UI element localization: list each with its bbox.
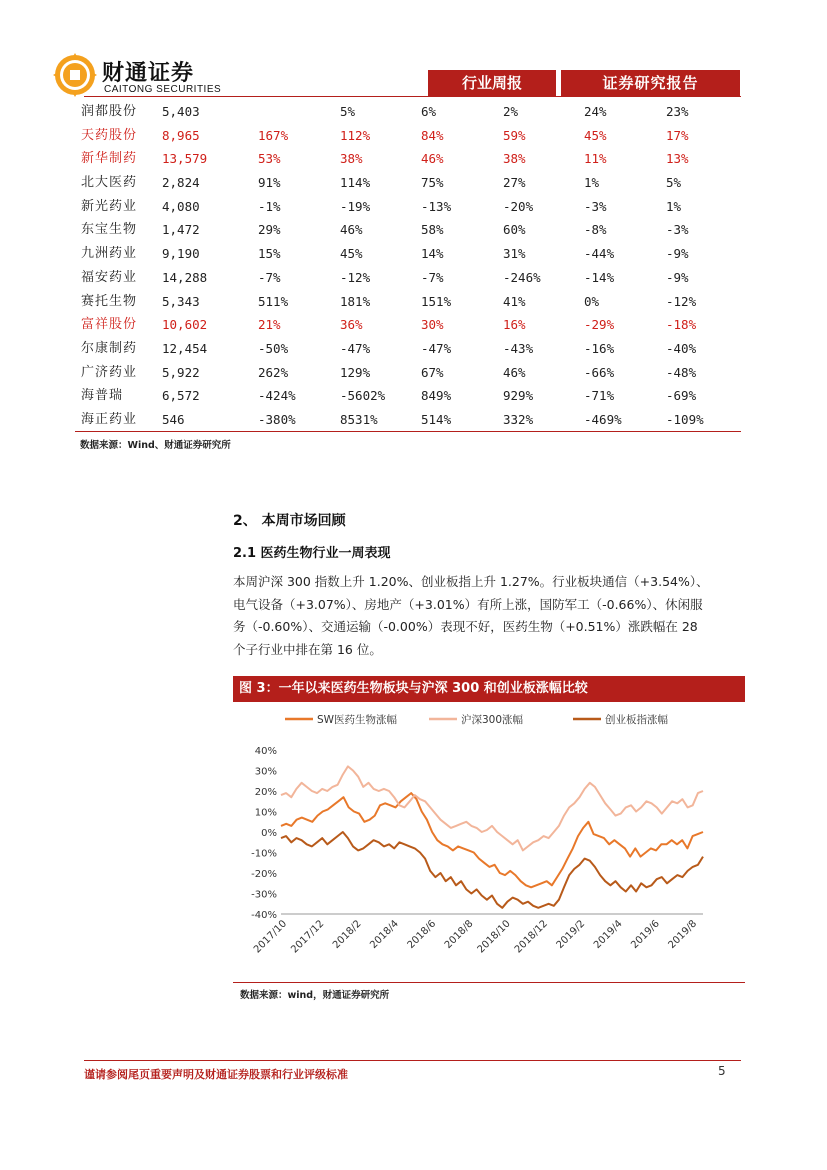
value-cell: -469% (584, 411, 622, 427)
section-title: 2、 本周市场回顾 (233, 513, 346, 529)
table-row (75, 100, 741, 124)
brand-name-cn: 财通证券 (102, 61, 195, 86)
value-cell: 6,572 (162, 388, 200, 404)
x-tick-label: 2018/8 (442, 918, 476, 952)
stock-name-cell: 广济药业 (81, 364, 138, 380)
table-row (75, 313, 741, 337)
value-cell: 29% (258, 222, 281, 238)
figure-source-note: 数据来源：wind，财通证券研究所 (240, 990, 390, 1001)
value-cell: 511% (258, 293, 289, 309)
stock-name-cell: 新华制药 (81, 151, 138, 167)
table-row (75, 361, 741, 385)
series-line (281, 793, 703, 887)
value-cell: 31% (503, 246, 526, 262)
value-cell: 75% (421, 175, 444, 191)
stock-name-cell: 福安药业 (81, 269, 138, 285)
market-review-paragraph (233, 571, 745, 661)
value-cell: 167% (258, 127, 289, 143)
stock-name-cell: 尔康制药 (81, 340, 138, 356)
stock-name-cell: 新光药业 (81, 198, 138, 214)
value-cell: 262% (258, 364, 289, 380)
table-source-note: 数据来源：Wind、财通证券研究所 (80, 440, 231, 451)
figure-title: 图 3：一年以来医药生物板块与沪深 300 和创业板涨幅比较 (233, 676, 745, 702)
value-cell: 546 (162, 411, 185, 427)
value-cell: 14,288 (162, 269, 208, 285)
value-cell: 91% (258, 175, 281, 191)
value-cell: -13% (421, 198, 452, 214)
value-cell: 21% (258, 317, 281, 333)
stock-name-cell: 赛托生物 (81, 293, 138, 309)
value-cell: 9,190 (162, 246, 200, 262)
value-cell: -69% (666, 388, 697, 404)
stock-name-cell: 天药股份 (81, 127, 138, 143)
value-cell: -50% (258, 340, 289, 356)
line-chart (233, 702, 745, 980)
value-cell: 14% (421, 246, 444, 262)
value-cell: -40% (666, 340, 697, 356)
series-line (281, 832, 703, 908)
value-cell: 16% (503, 317, 526, 333)
table-row (75, 290, 741, 314)
value-cell: 849% (421, 388, 452, 404)
stock-name-cell: 海正药业 (81, 411, 138, 427)
value-cell: -44% (584, 246, 615, 262)
table-row (75, 266, 741, 290)
value-cell: 38% (503, 151, 526, 167)
table-row (75, 171, 741, 195)
value-cell: 60% (503, 222, 526, 238)
table-row (75, 337, 741, 361)
value-cell: 84% (421, 127, 444, 143)
value-cell: -29% (584, 317, 615, 333)
paragraph-line: 本周沪深 300 指数上升 1.20%、创业板指上升 1.27%。行业板块通信（+3.54%）、 (233, 574, 709, 589)
y-tick-label: 20% (254, 787, 277, 798)
value-cell: -18% (666, 317, 697, 333)
value-cell: 129% (340, 364, 371, 380)
x-tick-label: 2019/6 (629, 918, 662, 952)
disclaimer-note: 谨请参阅尾页重要声明及财通证券股票和行业评级标准 (84, 1068, 348, 1081)
value-cell: -43% (503, 340, 534, 356)
x-tick-label: 2018/12 (512, 918, 551, 956)
value-cell: 8531% (340, 411, 378, 427)
table-row (75, 242, 741, 266)
stock-name-cell: 九洲药业 (81, 246, 138, 262)
value-cell: 15% (258, 246, 281, 262)
value-cell: -20% (503, 198, 534, 214)
y-tick-label: -10% (251, 848, 277, 860)
value-cell: 13% (666, 151, 689, 167)
value-cell: -5602% (340, 388, 386, 404)
figure-bottom-rule (233, 982, 745, 983)
value-cell: -47% (421, 340, 452, 356)
x-tick-label: 2018/6 (405, 918, 439, 952)
value-cell: 38% (340, 151, 363, 167)
header-divider (84, 96, 741, 97)
value-cell: -8% (584, 222, 607, 238)
table-row (75, 408, 741, 432)
value-cell: 58% (421, 222, 444, 238)
x-tick-label: 2018/10 (475, 918, 513, 956)
page-number: 5 (718, 1064, 726, 1078)
paragraph-line: 电气设备（+3.07%）、房地产（+3.01%）有所上涨，国防军工（-0.66%）、休闲服 (233, 596, 703, 612)
x-tick-label: 2018/4 (368, 918, 401, 952)
x-tick-label: 2019/8 (666, 918, 700, 952)
report-type-tag: 行业周报 (428, 70, 556, 96)
y-tick-label: 10% (254, 807, 277, 819)
legend-label: 沪深300涨幅 (461, 714, 524, 726)
value-cell: -66% (584, 364, 615, 380)
value-cell: 4,080 (162, 198, 200, 214)
x-tick-label: 2018/2 (331, 918, 364, 952)
value-cell: 53% (258, 151, 281, 167)
x-tick-label: 2019/4 (591, 918, 625, 952)
value-cell: -9% (666, 269, 689, 285)
value-cell: 17% (666, 127, 689, 143)
series-line (281, 766, 703, 850)
value-cell: -424% (258, 388, 296, 404)
y-tick-label: 30% (254, 766, 277, 778)
value-cell: 10,602 (162, 317, 208, 333)
value-cell: -48% (666, 364, 697, 380)
value-cell: 24% (584, 104, 607, 119)
value-cell: 27% (503, 175, 526, 191)
value-cell: 332% (503, 411, 534, 427)
value-cell: -7% (421, 269, 444, 285)
value-cell: 151% (421, 293, 452, 309)
value-cell: 6% (421, 104, 437, 119)
value-cell: 41% (503, 293, 526, 309)
coin-logo-icon (50, 50, 100, 100)
stock-name-cell: 海普瑞 (81, 388, 124, 404)
paragraph-line: 个子行业中排在第 16 位。 (233, 641, 382, 657)
stock-performance-table (75, 100, 741, 432)
value-cell: 5,403 (162, 104, 200, 119)
value-cell: 45% (340, 246, 363, 262)
value-cell: 67% (421, 364, 444, 380)
value-cell: 2% (503, 104, 519, 119)
value-cell: 0% (584, 293, 600, 309)
value-cell: 114% (340, 175, 371, 191)
value-cell: -3% (666, 222, 689, 238)
value-cell: -47% (340, 340, 371, 356)
value-cell: 5% (666, 175, 682, 191)
table-row (75, 384, 741, 408)
value-cell: -7% (258, 269, 281, 285)
value-cell: -109% (666, 411, 704, 427)
stock-name-cell: 润都股份 (81, 104, 138, 119)
brand-name-en: CAITONG SECURITIES (104, 84, 222, 95)
y-tick-label: 0% (261, 828, 277, 839)
value-cell: 30% (421, 317, 444, 333)
y-tick-label: -20% (251, 869, 277, 880)
table-row (75, 218, 741, 242)
value-cell: 1,472 (162, 222, 200, 238)
value-cell: 5% (340, 104, 356, 119)
value-cell: -380% (258, 411, 296, 427)
value-cell: -1% (258, 198, 281, 214)
value-cell: 36% (340, 317, 363, 333)
value-cell: 12,454 (162, 340, 208, 356)
table-row (75, 147, 741, 171)
value-cell: 45% (584, 127, 607, 143)
y-tick-label: -40% (251, 910, 277, 921)
value-cell: 59% (503, 127, 526, 143)
value-cell: 112% (340, 127, 371, 143)
y-tick-label: -30% (251, 889, 277, 901)
subsection-title: 2.1 医药生物行业一周表现 (233, 546, 391, 561)
company-logo (50, 50, 250, 100)
value-cell: -12% (666, 293, 697, 309)
value-cell: 8,965 (162, 127, 200, 143)
value-cell: -9% (666, 246, 689, 262)
legend-label: SW医药生物涨幅 (317, 714, 398, 726)
value-cell: -19% (340, 198, 371, 214)
value-cell: -71% (584, 388, 615, 404)
y-tick-label: 40% (254, 746, 277, 757)
value-cell: 2,824 (162, 175, 200, 191)
value-cell: 11% (584, 151, 607, 167)
value-cell: -246% (503, 269, 541, 285)
value-cell: 929% (503, 388, 534, 404)
value-cell: 5,343 (162, 293, 200, 309)
x-tick-label: 2017/10 (251, 918, 290, 956)
value-cell: -3% (584, 198, 607, 214)
value-cell: 5,922 (162, 364, 200, 380)
table-row (75, 124, 741, 148)
value-cell: 46% (340, 222, 363, 238)
value-cell: 46% (421, 151, 444, 167)
value-cell: 23% (666, 104, 689, 119)
value-cell: 1% (584, 175, 600, 191)
paragraph-line: 务（-0.60%）、交通运输（-0.00%）表现不好，医药生物（+0.51%）涨跌幅在 28 (233, 619, 698, 634)
stock-name-cell: 东宝生物 (81, 222, 138, 238)
stock-name-cell: 富祥股份 (81, 317, 138, 333)
x-tick-label: 2019/2 (554, 918, 588, 952)
value-cell: -14% (584, 269, 615, 285)
x-tick-label: 2017/12 (289, 918, 327, 956)
value-cell: 181% (340, 293, 371, 309)
research-report-tag: 证券研究报告 (561, 70, 740, 96)
table-bottom-rule (75, 431, 741, 432)
value-cell: 13,579 (162, 151, 208, 167)
value-cell: -16% (584, 340, 615, 356)
value-cell: 514% (421, 411, 452, 427)
value-cell: -12% (340, 269, 371, 285)
stock-name-cell: 北大医药 (81, 175, 138, 191)
footer-divider (84, 1060, 741, 1061)
value-cell: 1% (666, 198, 682, 214)
value-cell: 46% (503, 364, 526, 380)
table-row (75, 195, 741, 219)
chart-svg (233, 702, 745, 980)
legend-label: 创业板指涨幅 (605, 714, 668, 726)
